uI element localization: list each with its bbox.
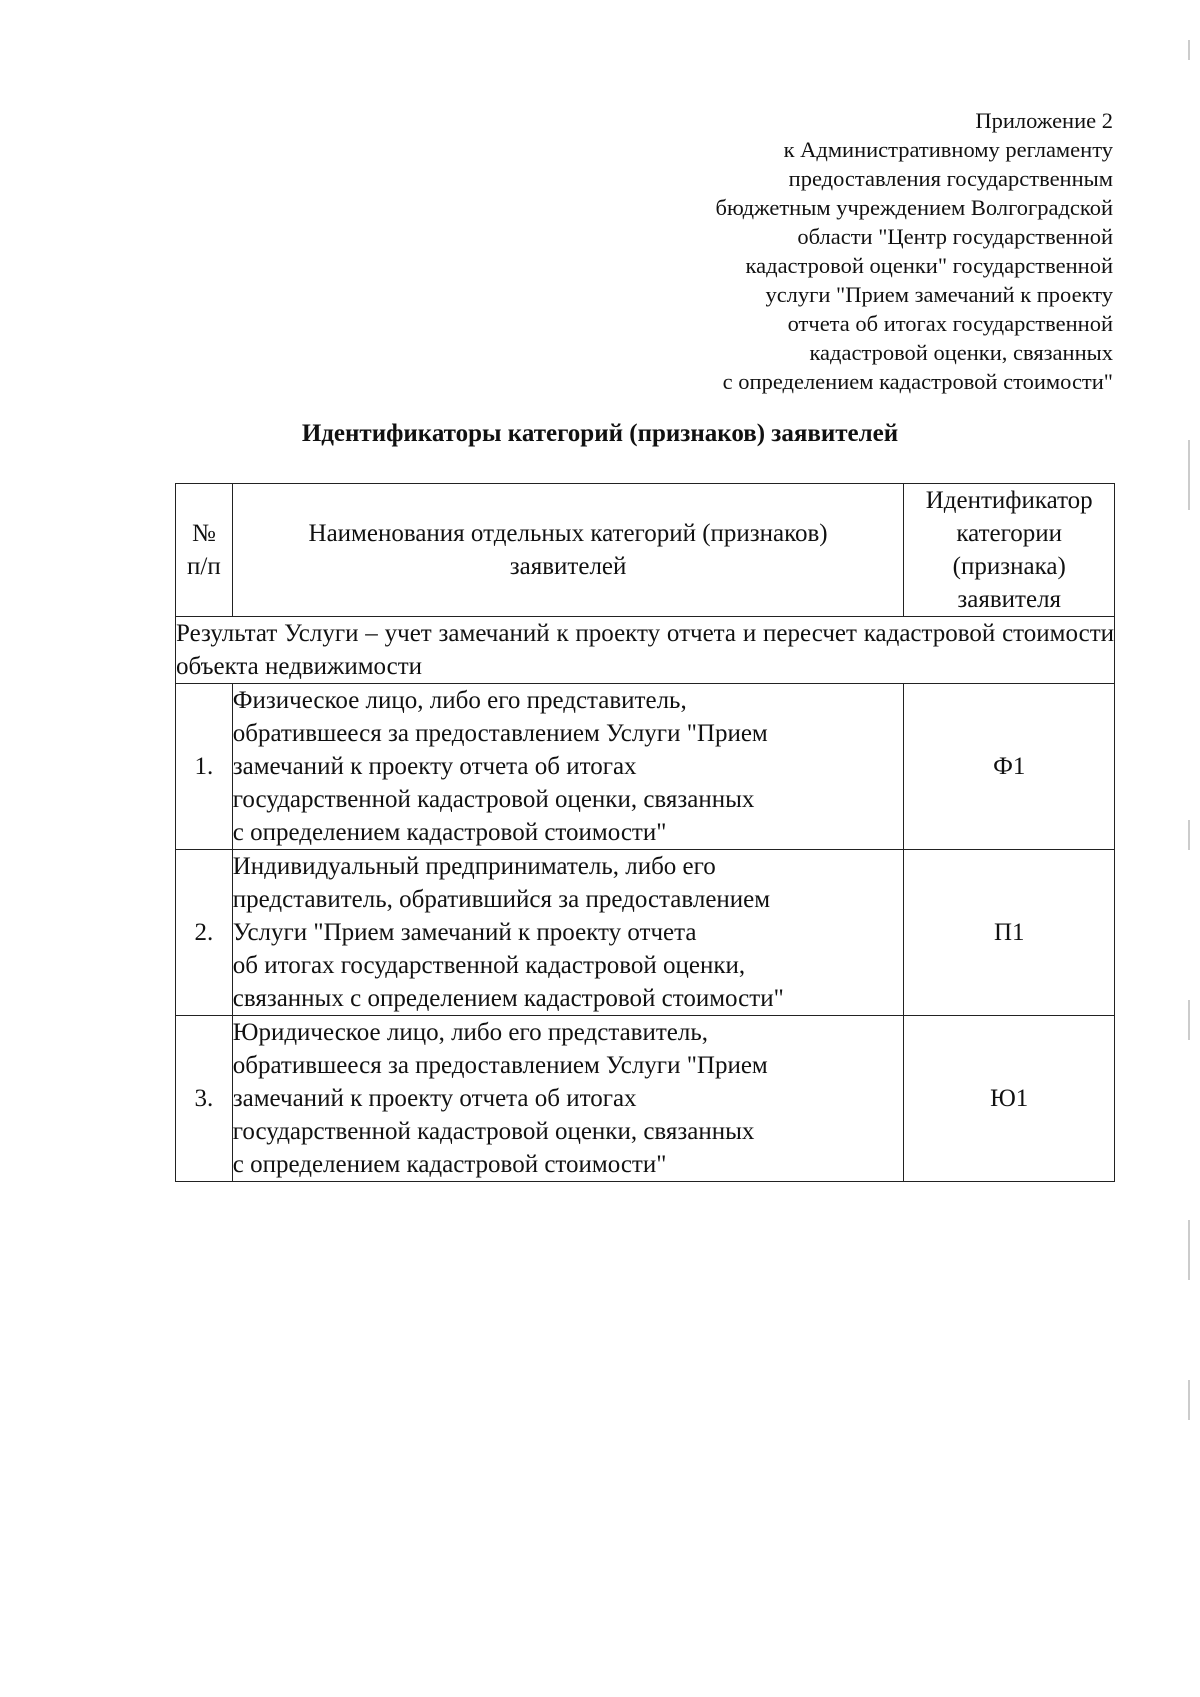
scan-edge-marks (1188, 40, 1192, 1640)
row-name-cell (232, 850, 904, 1016)
appendix-line: кадастровой оценки, связанных (809, 340, 1113, 365)
header-id-line: (признака) (952, 553, 1066, 580)
header-num-line: № (191, 520, 216, 547)
header-id-line: заявителя (957, 586, 1062, 613)
row-num-cell: 1. (176, 684, 233, 850)
appendix-line: области "Центр государственной (797, 224, 1113, 249)
row-name-line: обратившееся за предоставлением Услуги "Прием (232, 720, 768, 747)
table-header-row (176, 484, 1115, 617)
row-id-cell: П1 (904, 850, 1115, 1016)
row-name-line: Услуги "Прием замечаний к проекту отчета (232, 919, 697, 946)
row-id-cell: Ф1 (904, 684, 1115, 850)
header-id-cell (904, 484, 1115, 617)
row-name-line: с определением кадастровой стоимости" (232, 1151, 667, 1178)
applicant-categories-table (175, 483, 1115, 1182)
row-name-line: связанных с определением кадастровой стоимости" (232, 985, 784, 1012)
row-name-line: об итогах государственной кадастровой оценки, (232, 952, 746, 979)
row-name-cell (232, 684, 904, 850)
header-id-line: категории (956, 520, 1063, 547)
table-row (176, 684, 1115, 850)
appendix-line: услуги "Прием замечаний к проекту (765, 282, 1113, 307)
appendix-line: отчета об итогах государственной (787, 311, 1113, 336)
header-id-line: Идентификатор (925, 487, 1093, 514)
appendix-line: к Административному регламенту (783, 137, 1113, 162)
table-row (176, 850, 1115, 1016)
row-num-cell: 3. (176, 1016, 233, 1182)
row-name-line: государственной кадастровой оценки, связанных (232, 1118, 755, 1145)
result-text: Результат Услуги – учет замечаний к проекту отчета и пересчет кадастровой стоимости объекта недвижимости (176, 620, 1114, 680)
row-num-cell: 2. (176, 850, 233, 1016)
row-name-line: представитель, обратившийся за предоставлением (232, 886, 771, 913)
table-row (176, 1016, 1115, 1182)
row-name-line: замечаний к проекту отчета об итогах (232, 1085, 637, 1112)
header-name-line: Наименования отдельных категорий (признаков) (308, 520, 828, 547)
row-name-line: Физическое лицо, либо его представитель, (232, 687, 687, 714)
row-name-line: с определением кадастровой стоимости" (232, 819, 667, 846)
row-name-line: обратившееся за предоставлением Услуги "Прием (232, 1052, 768, 1079)
row-name-line: Индивидуальный предприниматель, либо его (232, 853, 716, 880)
header-num-line: п/п (187, 553, 221, 580)
appendix-line: Приложение 2 (975, 108, 1113, 133)
header-name-line: заявителей (509, 553, 627, 580)
appendix-line: предоставления государственным (788, 166, 1113, 191)
appendix-line: с определением кадастровой стоимости" (722, 369, 1113, 394)
header-num-cell (176, 484, 233, 617)
row-name-cell (232, 1016, 904, 1182)
header-name-cell (232, 484, 904, 617)
row-id-cell: Ю1 (904, 1016, 1115, 1182)
appendix-line: кадастровой оценки" государственной (745, 253, 1113, 278)
row-name-line: Юридическое лицо, либо его представитель, (232, 1019, 708, 1046)
row-name-line: государственной кадастровой оценки, связанных (232, 786, 755, 813)
appendix-header (553, 106, 1113, 396)
row-name-line: замечаний к проекту отчета об итогах (232, 753, 637, 780)
appendix-line: бюджетным учреждением Волгоградской (715, 195, 1113, 220)
result-cell (176, 617, 1115, 684)
document-title: Идентификаторы категорий (признаков) заявителей (301, 420, 899, 447)
result-row (176, 617, 1115, 684)
